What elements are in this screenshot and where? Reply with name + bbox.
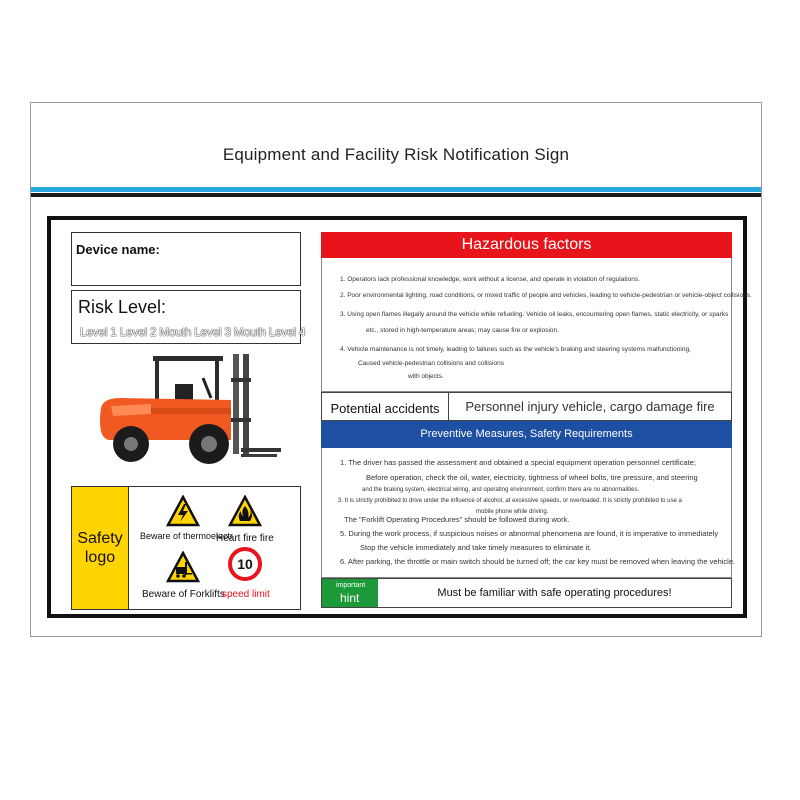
measure-item: Stop the vehicle immediately and take timely measures to eliminate it.	[360, 543, 592, 552]
potential-accidents-value: Personnel injury vehicle, cargo damage fire	[465, 399, 715, 414]
measure-item: The "Forklift Operating Procedures" should be followed during work.	[344, 515, 570, 524]
blue-stripe	[31, 187, 761, 192]
electric-warning-caption: Beware of thermoelectr	[140, 531, 234, 541]
hazardous-factors-heading: Hazardous factors	[321, 232, 732, 258]
hazard-item: etc., stored in high-temperature areas; may cause fire or explosion.	[366, 327, 559, 334]
risk-levels-text: Level 1 Level 2 Mouth Level 3 Mouth Level 4	[80, 325, 306, 339]
hazard-item: 4. Vehicle maintenance is not timely, leading to failures such as the vehicle's braking and steering systems malfunctioning,	[340, 346, 691, 353]
important-hint-small: important	[336, 582, 366, 589]
hazard-item: 2. Poor environmental lighting, road conditions, or mixed traffic of people and vehicles, leading to vehicle-pedestrian or vehicle-object collisions.	[340, 292, 752, 299]
speed-limit-icon	[228, 547, 262, 581]
fire-warning-icon	[228, 495, 262, 527]
preventive-measures-list	[321, 448, 736, 578]
hazard-item: with objects.	[408, 373, 444, 380]
forklift-warning-icon	[166, 551, 200, 583]
important-hint-badge	[322, 579, 378, 607]
device-name-box	[71, 232, 301, 286]
measure-item: 1. The driver has passed the assessment and obtained a special equipment operation personnel certificate;	[340, 458, 696, 467]
sign-panel	[47, 216, 752, 618]
safety-signs-box	[71, 486, 301, 610]
risk-level-label: Risk Level:	[78, 297, 167, 317]
electric-warning-icon	[166, 495, 200, 527]
important-hint-row	[321, 578, 732, 608]
measure-item: 6. After parking, the throttle or main switch should be turned off; the car key must be removed when leaving the vehicle.	[340, 557, 736, 566]
potential-accidents-row	[321, 392, 732, 421]
risk-level-box	[71, 290, 306, 344]
hazard-item: 3. Using open flames illegally around the vehicle while refueling. Vehicle oil leaks, encountering open flames, static electricity, or sparks	[340, 311, 729, 318]
measure-item: mobile phone while driving.	[476, 509, 549, 515]
forklift-warning-caption: Beware of Forklifts	[142, 589, 225, 600]
measure-item: and the braking system, electrical wiring, and operating environment, confirm there are no abnormalities.	[362, 487, 640, 493]
sign-frame	[30, 102, 762, 637]
hazard-item: 1. Operators lack professional knowledge, work without a license, and operate in violation of regulations.	[340, 276, 640, 283]
measure-item: Before operation, check the oil, water, electricity, tightness of wheel bolts, tire pressure, and steering	[366, 473, 698, 482]
hazard-item: Caused vehicle-pedestrian collisions and collisions	[358, 360, 504, 367]
safety-logo-label: Safety logo	[72, 487, 129, 609]
speed-limit-caption: speed limit	[222, 589, 270, 600]
speed-limit-number: 10	[237, 556, 253, 572]
hazardous-factors-list	[321, 258, 752, 392]
preventive-measures-heading: Preventive Measures, Safety Requirements	[321, 421, 732, 448]
measure-item: 3. It is strictly prohibited to drive under the influence of alcohol, at excessive speeds, or overloaded. It is strictly prohibited to use a	[338, 498, 682, 504]
dark-stripe	[31, 193, 761, 197]
measure-item: 5. During the work process, if suspicious noises or abnormal phenomena are found, it is imperative to immediately	[340, 529, 719, 538]
important-hint-label: hint	[340, 591, 360, 605]
forklift-image	[91, 348, 281, 468]
device-name-label: Device name:	[76, 242, 160, 257]
important-hint-text: Must be familiar with safe operating procedures!	[437, 587, 672, 599]
fire-warning-caption: Heart fire fire	[216, 533, 274, 544]
sign-title: Equipment and Facility Risk Notification Sign	[222, 145, 570, 164]
potential-accidents-label: Potential accidents	[322, 393, 449, 420]
